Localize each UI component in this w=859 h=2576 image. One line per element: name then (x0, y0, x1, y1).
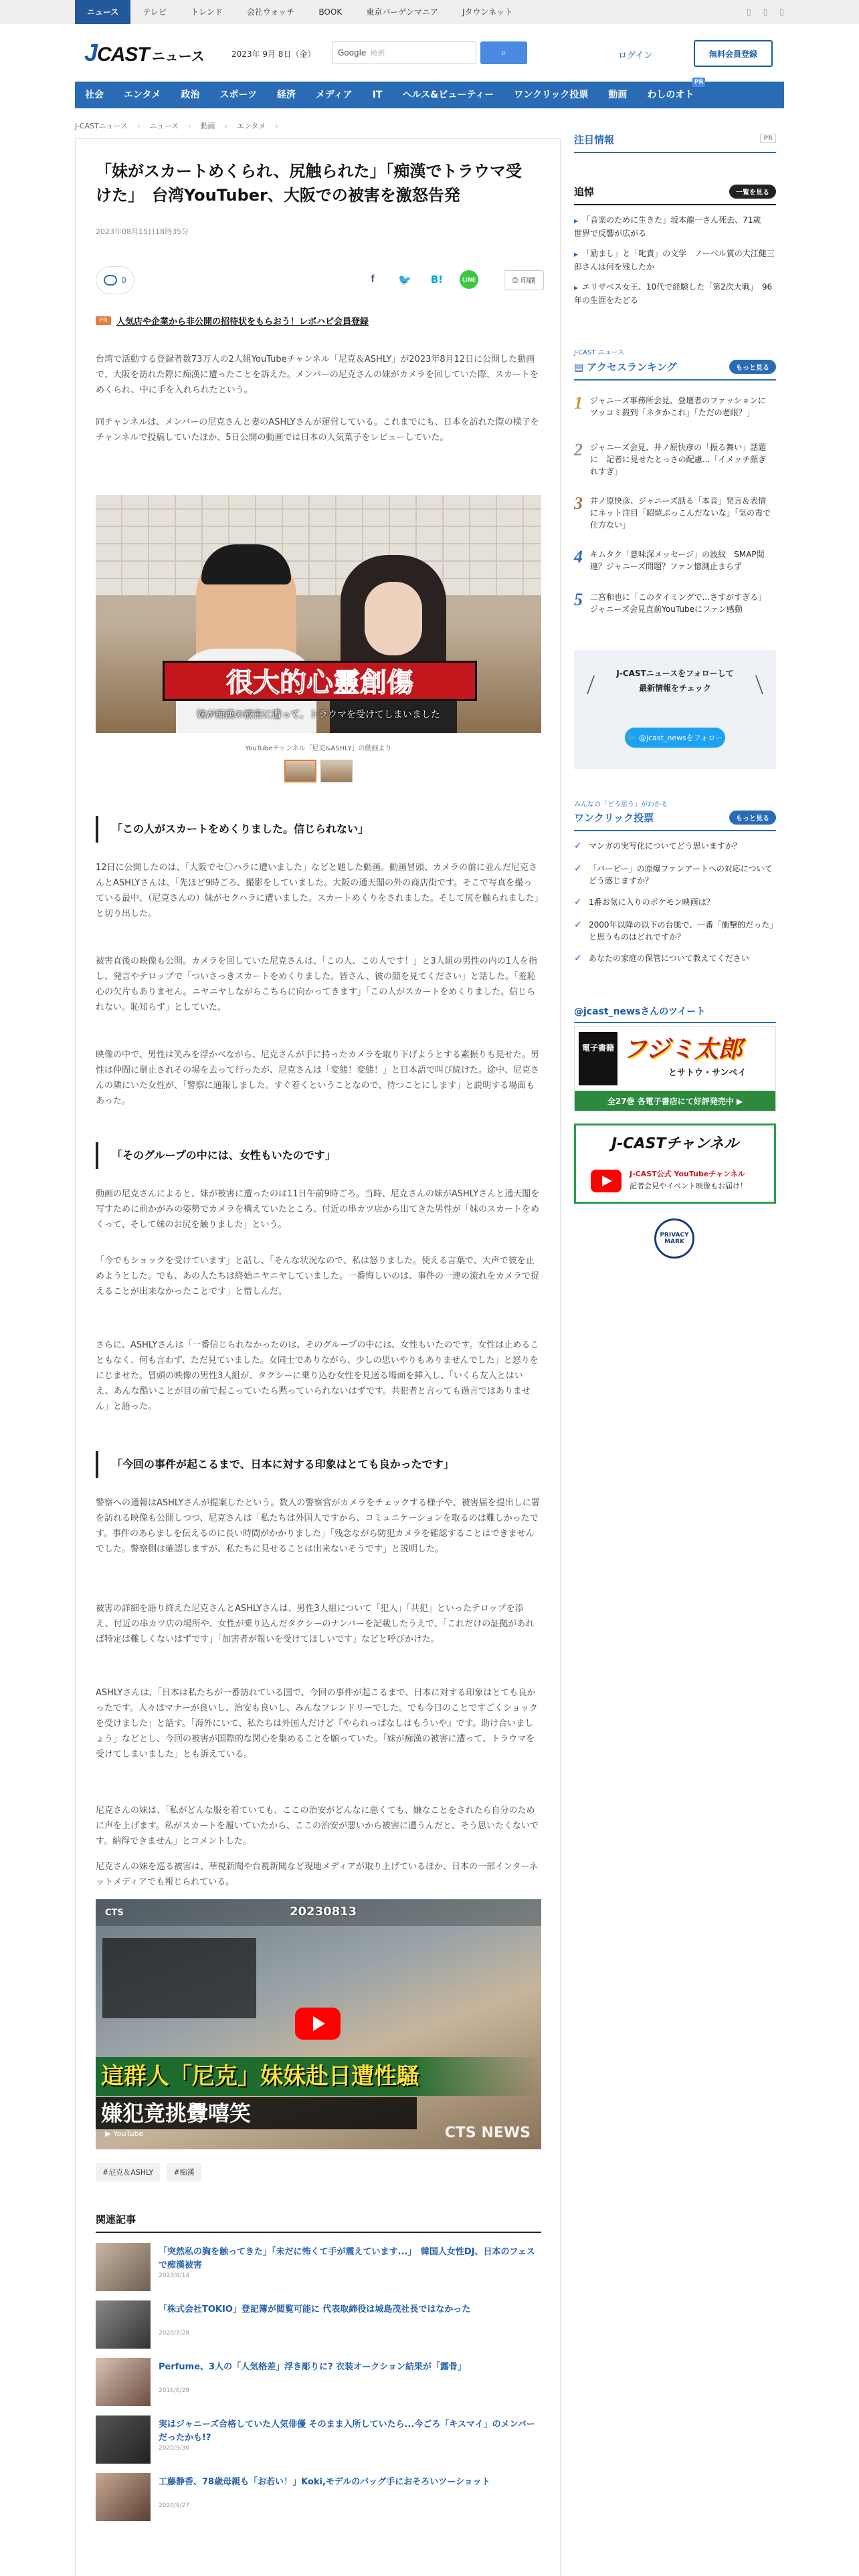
youtube-channel-banner[interactable] (574, 1123, 776, 1204)
photo-subtitle-overlay: 妹が痴漢の被害に遭って、トラウマを受けてしまいました (197, 710, 440, 720)
related-thumbnail[interactable] (96, 2300, 151, 2349)
related-article[interactable]: 「株式会社TOKIO」登記簿が閲覧可能に 代表取締役は城島茂社長ではなかった 2020/7/28 (96, 2300, 541, 2349)
section-heading: 「今回の事件が起こるまで、日本に対する印象はとても良かったです」 (96, 1451, 541, 1478)
privacy-mark-icon[interactable]: PRIVACY MARK (654, 1218, 694, 1259)
article-paragraph: 尼克さんの妹を巡る被害は、華視新聞や台視新聞など現地メディアが取り上げているほか、日本の一部インターネットメディアでも報じられている。 (96, 1862, 538, 1887)
banner-footer: 全27巻 各電子書店にて好評発売中 ▶ (575, 1091, 775, 1111)
network-bar (0, 0, 859, 24)
share-buttons (363, 270, 478, 289)
tsuiho-item[interactable]: ▶ 「励まし」と「叱責」の文学 ノーベル賞の大江健三郎さんは何を残したか (574, 247, 776, 273)
poll-item[interactable]: ✓ 2000年以降の以下の台風で、一番「衝撃的だった」と思うものはどれですか？ (574, 919, 776, 943)
print-button[interactable]: ⎙ 印刷 (504, 270, 544, 290)
article-paragraph: 同チャンネルは、メンバーの尼克さんと妻のASHLYさんが運営している。これまでにも、日本を訪れた際の様子をチャンネルで投稿していたほか、5日公開の動画では日本の人気菓子をレビューしていた。 (96, 417, 539, 443)
video-subtitle-2: 嫌犯竟挑釁嘻笑 (96, 2097, 417, 2129)
rss-icon[interactable]: ▯ (779, 7, 784, 17)
twitter-icon[interactable]: ▯ (763, 7, 768, 17)
nav-oneclick-poll[interactable]: ワンクリック投票 (514, 90, 589, 100)
article-headline: 「妹がスカートめくられ、尻触られた」「痴漢でトラウマ受けた」 台湾YouTuber、大阪での被害を激怒告発 (96, 162, 522, 205)
pr-row (96, 314, 369, 327)
follow-text: J-CASTニュースをフォローして 最新情報をチェック (616, 669, 734, 693)
pr-link[interactable]: 人気店や企業から非公開の招待状をもらおう！レポハピ会員登録 (116, 317, 369, 327)
tag[interactable]: #尼克＆ASHLY (96, 2163, 160, 2181)
video-watermark: CTS NEWS (444, 2125, 531, 2141)
youtube-logo-icon[interactable]: ▶ YouTube (105, 2129, 144, 2138)
article-paragraph: 尼克さんの妹は、「私がどんな服を着ていても、ここの治安がどんなに悪くても、嫌なことをされたら自分のために声を上げます。私がスカートを履いていたから、ここの治安が悪いから被害に遭うんだと、そう思いたくないです。納得できません」とコメントした。 (96, 1806, 539, 1846)
login-link[interactable]: ログイン (618, 51, 653, 61)
youtube-embed[interactable] (96, 1899, 541, 2149)
breadcrumb: J-CASTニュース › ニュース › 動画 › エンタメ › (75, 121, 278, 130)
nav-society[interactable]: 社会 (85, 90, 104, 100)
search-button[interactable] (480, 41, 527, 64)
tsuiho-item[interactable]: ▶ 「音楽のために生きた」坂本龍一さん死去、71歳 世界で反響が広がる (574, 214, 776, 239)
related-article[interactable]: 「突然私の胸を触ってきた」「未だに怖くて手が震えています...」 韓国人女性DJ、日本のフェスで痴漢被害 2023/8/14 (96, 2243, 541, 2291)
youtube-icon (591, 1170, 622, 1192)
ranking-title: ▤ アクセスランキング もっと見る (574, 360, 776, 381)
publish-date: 2023年08月15日18時35分 (96, 227, 189, 236)
article-paragraph: 台湾で活動する登録者数73万人の2人組YouTubeチャンネル「尼克＆ASHLY」が2023年8月12日に公開した動画で、大阪を訪れた際に痴漢に遭ったことを訴えた。メンバーの尼克さんの妹がカメラを回していた際、スカートをめくられ、中に手を入れられたという。 (96, 354, 539, 395)
article-paragraph: 被害の詳細を語り終えた尼克さんとASHLYさんは、男性3人組について「犯人」「共犯」といったテロップを添え、付近の串カツ店の場所や、女性が乗り込んだタクシーのナンバーを記載したうえで、「これだけの証拠があれば特定は難しくないはずです」「加害者が報いを受けてほしいです」などと呼びかけた。 (96, 1604, 535, 1644)
article-paragraph: 動画の尼克さんによると、妹が被害に遭ったのは11日午前9時ごろ。当時、尼克さんの妹がASHLYさんと通天閣を写すために前かがみの姿勢でカメラを構えていたところ、付近の串カツ店から出てきた男性が「妹のスカートをめくって、そして妹のお尻を触りました」という。 (96, 1189, 540, 1230)
ebook-badge: 電子書籍 (579, 1032, 617, 1085)
nav-politics[interactable]: 政治 (181, 90, 200, 100)
nav-video[interactable]: 動画 (608, 90, 628, 100)
ranking-label: J-CAST ニュース (574, 349, 625, 356)
play-button-icon[interactable] (295, 2008, 341, 2040)
printer-icon: ⎙ (512, 276, 518, 284)
nav-it[interactable]: IT (372, 90, 383, 100)
poll-label: みんなの「どう思う」がわかる (574, 801, 668, 809)
photo-thumbnail[interactable] (284, 760, 316, 782)
article (75, 138, 561, 2576)
related-articles-title: 関連記事 (96, 2212, 541, 2233)
poll-item[interactable]: ✓ 1番お気に入りのポケモン映画は？ (574, 896, 776, 908)
banner-logo: J-CASTチャンネル (611, 1136, 739, 1152)
site-logo[interactable]: JCAST ニュース (84, 39, 205, 66)
article-paragraph: 映像の中で、男性は笑みを浮かべながら、尼克さんが手に持ったカメラを取り下げようとする素振りも見せた。男性は仲間に制止されその場を去って行ったが、尼克さんは「変態！変態！」と日本語で叫び続けた。途中、尼克さんの隣にいた女性が、「警察に通報しました。すぐ着くということなので、待つことにします」と説明する場面もあった。 (96, 1050, 540, 1106)
related-thumbnail[interactable] (96, 2243, 151, 2291)
pr-badge: PR (692, 78, 706, 87)
comment-count: 0 (121, 276, 126, 285)
channel-logo[interactable]: CTS (105, 1907, 124, 1918)
register-button[interactable]: 無料会員登録 (694, 40, 773, 67)
related-thumbnail[interactable] (96, 2416, 151, 2464)
photo-credit: YouTubeチャンネル「尼克&ASHLY」の動画より (245, 745, 392, 752)
tsuiho-title: 追悼 一覧を見る (574, 185, 776, 205)
ranking-more-button[interactable]: もっと見る (729, 360, 776, 374)
poll-item[interactable]: ✓ 「バービー」の原爆ファンアートへの対応についてどう感じますか？ (574, 863, 776, 887)
twitter-follow-button[interactable]: 🐦 @jcast_newsをフォロー (625, 728, 725, 748)
current-date: 2023年 9月 8日（金） (231, 49, 316, 59)
section-heading: 「この人がスカートをめくりました。信じられない」 (96, 816, 541, 843)
net-tab-trend[interactable]: トレンド (191, 7, 223, 17)
nav-economy[interactable]: 経済 (276, 90, 296, 100)
twitter-share-icon[interactable]: 🐦 (398, 273, 411, 286)
net-tab-jtown[interactable]: Jタウンネット (462, 7, 513, 17)
breadcrumb-home[interactable]: J-CASTニュース (75, 122, 128, 130)
net-tab-book[interactable]: BOOK (318, 7, 343, 17)
hatena-share-icon[interactable]: B! (430, 274, 444, 286)
article-paragraph: 12日に公開したのは、「大阪でセ〇ハラに遭いました」などと題した動画。動画冒頭、カメラの前に並んだ尼克さんとASHLYさんは、「先ほど9時ごろ、撮影をしていました。大阪の通天閣の外の商店街です。そこで写真を撮っている最中、（尼克さんの）妹がセクハラに遭いました。スカートめくりをされました。そして尻を触られました」と切り出した。 (96, 863, 539, 919)
poll-more-button[interactable]: もっと見る (729, 811, 776, 825)
tweets-title[interactable]: @jcast_newsさんのツイート (574, 1004, 776, 1023)
article-paragraph: 被害直後の映像も公開。カメラを回していた尼克さんは、「この人、この人です！」と3人組の男性の内の1人を指し、発言やテロップで「ついさっきスカートをめくりました。皆さん、彼の顔を見てください」と話した。「羞恥心の欠片もありません。ニヤニヤしながらこちらに向かってきます」「この人がスカートをめくりました。信じられない。恥知らず」としていた。 (96, 956, 538, 1012)
search-input[interactable]: Google 検索 (332, 41, 476, 64)
comment-icon (104, 275, 117, 286)
page: ニュース テレビ トレンド 会社ウォッチ BOOK 東京バーゲンマニア Jタウンネット ▯ ▯ ▯ JCAST ニュース 2023年 9月 8日（金） Google 検索 ⌕ ログイン 無料会員登録 社会 エンタメ 政治 スポーツ 経済 メディア IT ヘルス&ビューティー ワンクリック投票 動画 わしのオト PR J-CASTニュース › ニュース › 動画 › エンタメ › 「妹がスカートめくられ、尻触られた」「痴漢でトラウマ受けた」 台湾YouTuber、大阪での被害を激怒告発 2023年08月15日18時35分 0 f 🐦 B! LINE ⎙ 印刷 PR 人気店や企業から非公開の招待状をもらおう！レポハピ会員登録 台湾で活動する登録者数73万人の2人組YouTubeチャンネル「尼克＆ASHLY」が2023年8月12日に公開した動画で、大阪を訪れた際に痴漢に遭ったことを訴えた。メンバーの尼克さんの妹がカメラを回していた際、スカートをめくられ、中に手を入れられたという。 同チャンネルは、メンバーの尼克さんと妻のASHLYさんが運営している。これまでにも、日本を訪れた際の様子をチャンネルで投稿していたほか、5日公開の動画では日本の人気菓子をレビューしていた。 很大的心靈創傷 妹が痴漢の被害に遭って、トラウマを受けてしまいました YouTubeチャンネル「尼克&ASHLY」の動画より 「この人がスカートをめくりました。信じられない」 12日に公開したのは、「大阪でセ〇ハラに遭いました」などと題した動画。動画冒頭、カメラの前に並んだ尼克さんとASHLYさんは、「先ほど9時ごろ、撮影をしていました。大阪の通天閣の外の商店街です。そこで写真を撮っている最中、（尼克さんの）妹がセクハラに遭いました。スカートめくりをされました。そして尻を触られました」と切り出した。 被害直後の映像も公開。カメラを回していた尼克さんは、「この人、この人です！」と3人組の男性の内の1人を指し、発言やテロップで「ついさっきスカートをめくりました。皆さん、彼の顔を見てください」と話した。「羞恥心の欠片もありません。ニヤニヤしながらこちらに向かってきます」「この人がスカートをめくりました。信じられない。恥知らず」としていた。 映像の中で、男性は笑みを浮かべながら、尼克さんが手に持ったカメラを取り下げようとする素振りも見せた。男性は仲間に制止されその場を去って行ったが、尼克さんは「変態！変態！」と日本語で叫び続けた。途中、尼克さんの隣にいた女性が、「警察に通報しました。すぐ着くということなので、待つことにします」と説明する場面もあった。 「そのグループの中には、女性もいたのです」 動画の尼克さんによると、妹が被害に遭ったのは11日午前9時ごろ。当時、尼克さんの妹がASHLYさんと通天閣を写すために前かがみの姿勢でカメラを構えていたところ、付近の串カツ店から出てきた男性が「妹のスカートをめくって、そして妹のお尻を触りました」という。 「今でもショックを受けています」と話し、「そんな状況なので、私は怒りました。使える言葉で、大声で彼を止めようとした。でも、あの人たちは終始ニヤニヤしていました。一番悔しいのは、事件の一連の流れをカメラで捉えることが出来なかったことです」と惜しんだ。 さらに、ASHLYさんは「一番信じられなかったのは、そのグループの中には、女性もいたのです。女性は止めることもなく、何も言わず、ただ見ていました。女同士でありながら、少しの思いやりもありませんでした」と怒りをにじませた。冒頭の映像の男性3人組が、タクシーに乗り込む女性を見送る場面を挿入し、「いくら友人とはいえ、あんな酷いことが目の前で起こっていたら黙っていられないはずです。共犯者と言っても過言ではありません」と語った。 「今回の事件が起こるまで、日本に対する印象はとても良かったです」 警察への通報はASHLYさんが提案したという。数人の警察官がカメラをチェックする様子や、被害届を提出しに署を訪れる映像も公開しつつ、尼克さんは「私たちは外国人ですから、コミュニケーションを取るのは難しかったです。事件のあらましを伝えるのに長い時間がかかりました」「残念ながら防犯カメラを確認することはできませんでした。警察側は確認しますが、私たちに見せることは出来ないそうです」と説明した。 被害の詳細を語り終えた尼克さんとASHLYさんは、男性3人組について「犯人」「共犯」といったテロップを添え、付近の串カツ店の場所や、女性が乗り込んだタクシーのナンバーを記載したうえで、「これだけの証拠があれば特定は難しくないはずです」「加害者が報いを受けてほしいです」などと呼びかけた。 ASHLYさんは、「日本は私たちが一番訪れている国で、今回の事件が起こるまで、日本に対する印象はとても良かったです。人々はマナーが良いし、治安も良いし、みんなフレンドリーでした。でも今日のことですごくショックを受けました」と話す。「海外にいて、私たちは外国人だけど『やられっぱなしはもういや』です。助け合いましょう」などとし、今回の被害が国際的な関心を集めることを願っていた。「妹が痴漢の被害に遭って、トラウマを受けてしまいました」とも訴えている。 尼克さんの妹は、「私がどんな服を着ていても、ここの治安がどんなに悪くても、嫌なことをされたら自分のために声を上げます。私がスカートを履いていたから、ここの治安が悪いから被害に遭うんだと、そう思いたくないです。納得できません」とコメントした。 尼克さんの妹を巡る被害は、華視新聞や台視新聞など現地メディアが取り上げているほか、日本の一部インターネットメディアでも報じられている。 CTS 20230813 這群人「尼克」妹妹赴日遭性騷 嫌犯竟挑釁嘻笑 ▶ YouTube CTS NEWS #尼克＆ASHLY #痴漢 関連記事 「突然私の胸を触ってきた」「未だに怖くて手が震えています...」 韓国人女性DJ、日本のフェスで痴漢被害 2023/8/14 「株式会社TOKIO」登記簿が閲覧可能に 代表取締役は城島茂社長ではなかった 2020/7/28 Perfume、3人の「人気格差」浮き彫りに? 衣装オークション結果が「露骨」 2016/6/29 実はジャニーズ合格していた人気俳優 そのまま入所していたら...今ごろ「キスマイ」のメンバーだったかも!? 2020/9/30 工藤静香、78歳母親も「お若い！」Koki,モデルのバッグ手におそろいツーショット 2020/9/27 注目情報 PR 追悼 一覧を見る ▶ 「音楽のために生きた」坂本龍一さん死去、71歳 世界で反響が広がる ▶ 「励まし」と「叱責」の文学 ノーベル賞の大江健三郎さんは何を残したか ▶ エリザベス女王、10代で経験した「第2次大戦」 96年の生涯をたどる J-CAST ニュース ▤ アクセスランキング もっと見る 1 ジャニーズ事務所会見、登壇者のファッションにツッコミ殺到「ネタかこれ」「ただの老眼？」 2 ジャニーズ会見、井ノ原快彦の「振る舞い」話題に 記者に見せたとっさの配慮...「イメッチ顔ぎれすぎ」 3 井ノ原快彦、ジャニーズ話る「本音」発言＆表情にネット注目「昭焼ぶっこんだないな」「気の毒で仕方ない」 4 キムタク「意味深メッセージ」の波紋 SMAP閲連？ジャニーズ問題？ファン憶測止まらず 5 二宮和也に「このタイミングで...さすがすぎる」 ジャニーズ会見直前YouTubeにファン感動 J-CASTニュースをフォローして 最新情報をチェック 🐦 @jcast_newsをフォロー みんなの「どう思う」がわかる ワンクリック投票 もっと見る ✓ マンガの実写化についてどう思いますか？ ✓ 「バービー」の原爆ファンアートへの対応についてどう感じますか？ ✓ 1番お気に入りのポケモン映画は？ ✓ 2000年以降の以下の台風で、一番「衝撃的だった」と思うものはどれですか？ ✓ あなたの家庭の保管について教えてください @jcast_newsさんのツイート 電子書籍 フジミ太郎 とサトウ・サンペイ 全27巻 各電子書店にて好評発売中 ▶ J-CASTチャンネル J-CAST公式 YouTubeチャンネル 記者会見やイベント映像もお届け！ PRIVACY MARK (0, 0, 859, 2576)
banner-title: フジミ太郎 (623, 1036, 743, 1063)
article-tags (96, 2163, 201, 2181)
facebook-icon[interactable]: ▯ (747, 7, 751, 17)
facebook-share-icon[interactable]: f (371, 274, 375, 285)
related-article[interactable]: Perfume、3人の「人気格差」浮き彫りに? 衣装オークション結果が「露骨」 2016/6/29 (96, 2358, 541, 2406)
video-inset-preview (102, 1938, 256, 2018)
nav-health[interactable]: ヘルス&ビューティー (402, 90, 494, 100)
banner-subtitle: とサトウ・サンペイ (668, 1068, 747, 1078)
net-tab-company[interactable]: 会社ウォッチ (246, 7, 295, 17)
article-paragraph: ASHLYさんは、「日本は私たちが一番訪れている国で、今回の事件が起こるまで、日本に対する印象はとても良かったです。人々はマナーが良いし、治安も良いし、みんなフレンドリーでした。でも今日のことですごくショックを受けました」と話す。「海外にいて、私たちは外国人だけど『やられっぱなしはもういや』です。助け合いましょう」などとし、今回の被害が国際的な関心を集めることを願っていた。「妹が痴漢の被害に遭って、トラウマを受けてしまいました」とも訴えている。 (96, 1688, 538, 1759)
tsuiho-item[interactable]: ▶ エリザベス女王、10代で経験した「第2次大戦」 96年の生涯をたどる (574, 281, 776, 306)
article-paragraph: 警察への通報はASHLYさんが提案したという。数人の警察官がカメラをチェックする様子や、被害届を提出しに署を訪れる映像も公開しつつ、尼克さんは「私たちは外国人ですから、コミュニケーションを取るのは難しかったです。事件のあらましを伝えるのに長い時間がかかりました」「残念ながら防犯カメラを確認することはできませんでした。警察側は確認しますが、私たちに見せることは出来ないそうです」と説明した。 (96, 1498, 540, 1554)
photo-caption-overlay: 很大的心靈創傷 (163, 661, 477, 701)
twitter-icon: 🐦 (627, 733, 639, 742)
ebook-banner[interactable] (574, 1026, 776, 1111)
tsuiho-more-button[interactable]: 一覧を見る (729, 185, 776, 199)
related-thumbnail[interactable] (96, 2473, 151, 2521)
poll-title: ワンクリック投票 もっと見る (574, 811, 776, 831)
pr-badge: PR (96, 316, 111, 325)
video-subtitle-1: 這群人「尼克」妹妹赴日遭性騷 (96, 2057, 541, 2096)
follow-box (574, 650, 776, 769)
net-tab-news[interactable]: ニュース (75, 0, 130, 24)
net-tab-tv[interactable]: テレビ (142, 7, 167, 17)
nav-sports[interactable]: スポーツ (219, 90, 257, 100)
section-heading: 「そのグループの中には、女性もいたのです」 (96, 1142, 541, 1169)
related-thumbnail[interactable] (96, 2358, 151, 2406)
nav-media[interactable]: メディア (315, 90, 353, 100)
related-article[interactable]: 実はジャニーズ合格していた人気俳優 そのまま入所していたら...今ごろ「キスマイ」のメンバーだったかも!? 2020/9/30 (96, 2416, 541, 2464)
net-tab-bargain[interactable]: 東京バーゲンマニア (366, 7, 438, 17)
photo-person-man (196, 548, 296, 733)
line-share-icon[interactable]: LINE (460, 270, 478, 289)
breadcrumb-video[interactable]: 動画 (200, 122, 215, 130)
pr-badge: PR (760, 134, 776, 143)
tag[interactable]: #痴漢 (167, 2163, 201, 2181)
nav-washinooto[interactable]: わしのオト PR (637, 82, 704, 108)
article-paragraph: さらに、ASHLYさんは「一番信じられなかったのは、そのグループの中には、女性もいたのです。女性は止めることもなく、何も言わず、ただ見ていました。女同士でありながら、少しの思いやりもありませんでした」と怒りをにじませた。冒頭の映像の男性3人組が、タクシーに乗り込む女性を見送る場面を挿入し、「いくら友人とはいえ、あんな酷いことが目の前で起こっていたら黙っていられないはずです。共犯者と言っても過言ではありません」と語った。 (96, 1340, 539, 1412)
breadcrumb-news[interactable]: ニュース (149, 122, 179, 130)
breadcrumb-entertainment[interactable]: エンタメ (236, 122, 266, 130)
nav-entertainment[interactable]: エンタメ (124, 90, 161, 100)
category-nav (75, 79, 784, 108)
comment-button[interactable] (96, 266, 134, 294)
search-icon: ⌕ (501, 47, 506, 58)
video-date-overlay: 20230813 (290, 1905, 357, 1919)
related-article[interactable]: 工藤静香、78歳母親も「お若い！」Koki,モデルのバッグ手におそろいツーショット 2020/9/27 (96, 2473, 541, 2521)
photo-thumbnail[interactable] (320, 760, 353, 782)
banner-text: J-CAST公式 YouTubeチャンネル 記者会見やイベント映像もお届け！ (630, 1170, 747, 1190)
site-header (75, 24, 784, 80)
notice-title: 注目情報 PR (574, 132, 776, 153)
poll-item[interactable]: ✓ マンガの実写化についてどう思いますか？ (574, 840, 776, 852)
poll-item[interactable]: ✓ あなたの家庭の保管について教えてください (574, 952, 776, 964)
article-photo[interactable] (96, 495, 541, 733)
ranking-icon: ▤ (574, 361, 587, 373)
photo-thumbnails (284, 760, 353, 782)
article-paragraph: 「今でもショックを受けています」と話し、「そんな状況なので、私は怒りました。使える言葉で、大声で彼を止めようとした。でも、あの人たちは終始ニヤニヤしていました。一番悔しいのは、事件の一連の流れをカメラで捉えることが出来なかったことです」と惜しんだ。 (96, 1256, 540, 1297)
